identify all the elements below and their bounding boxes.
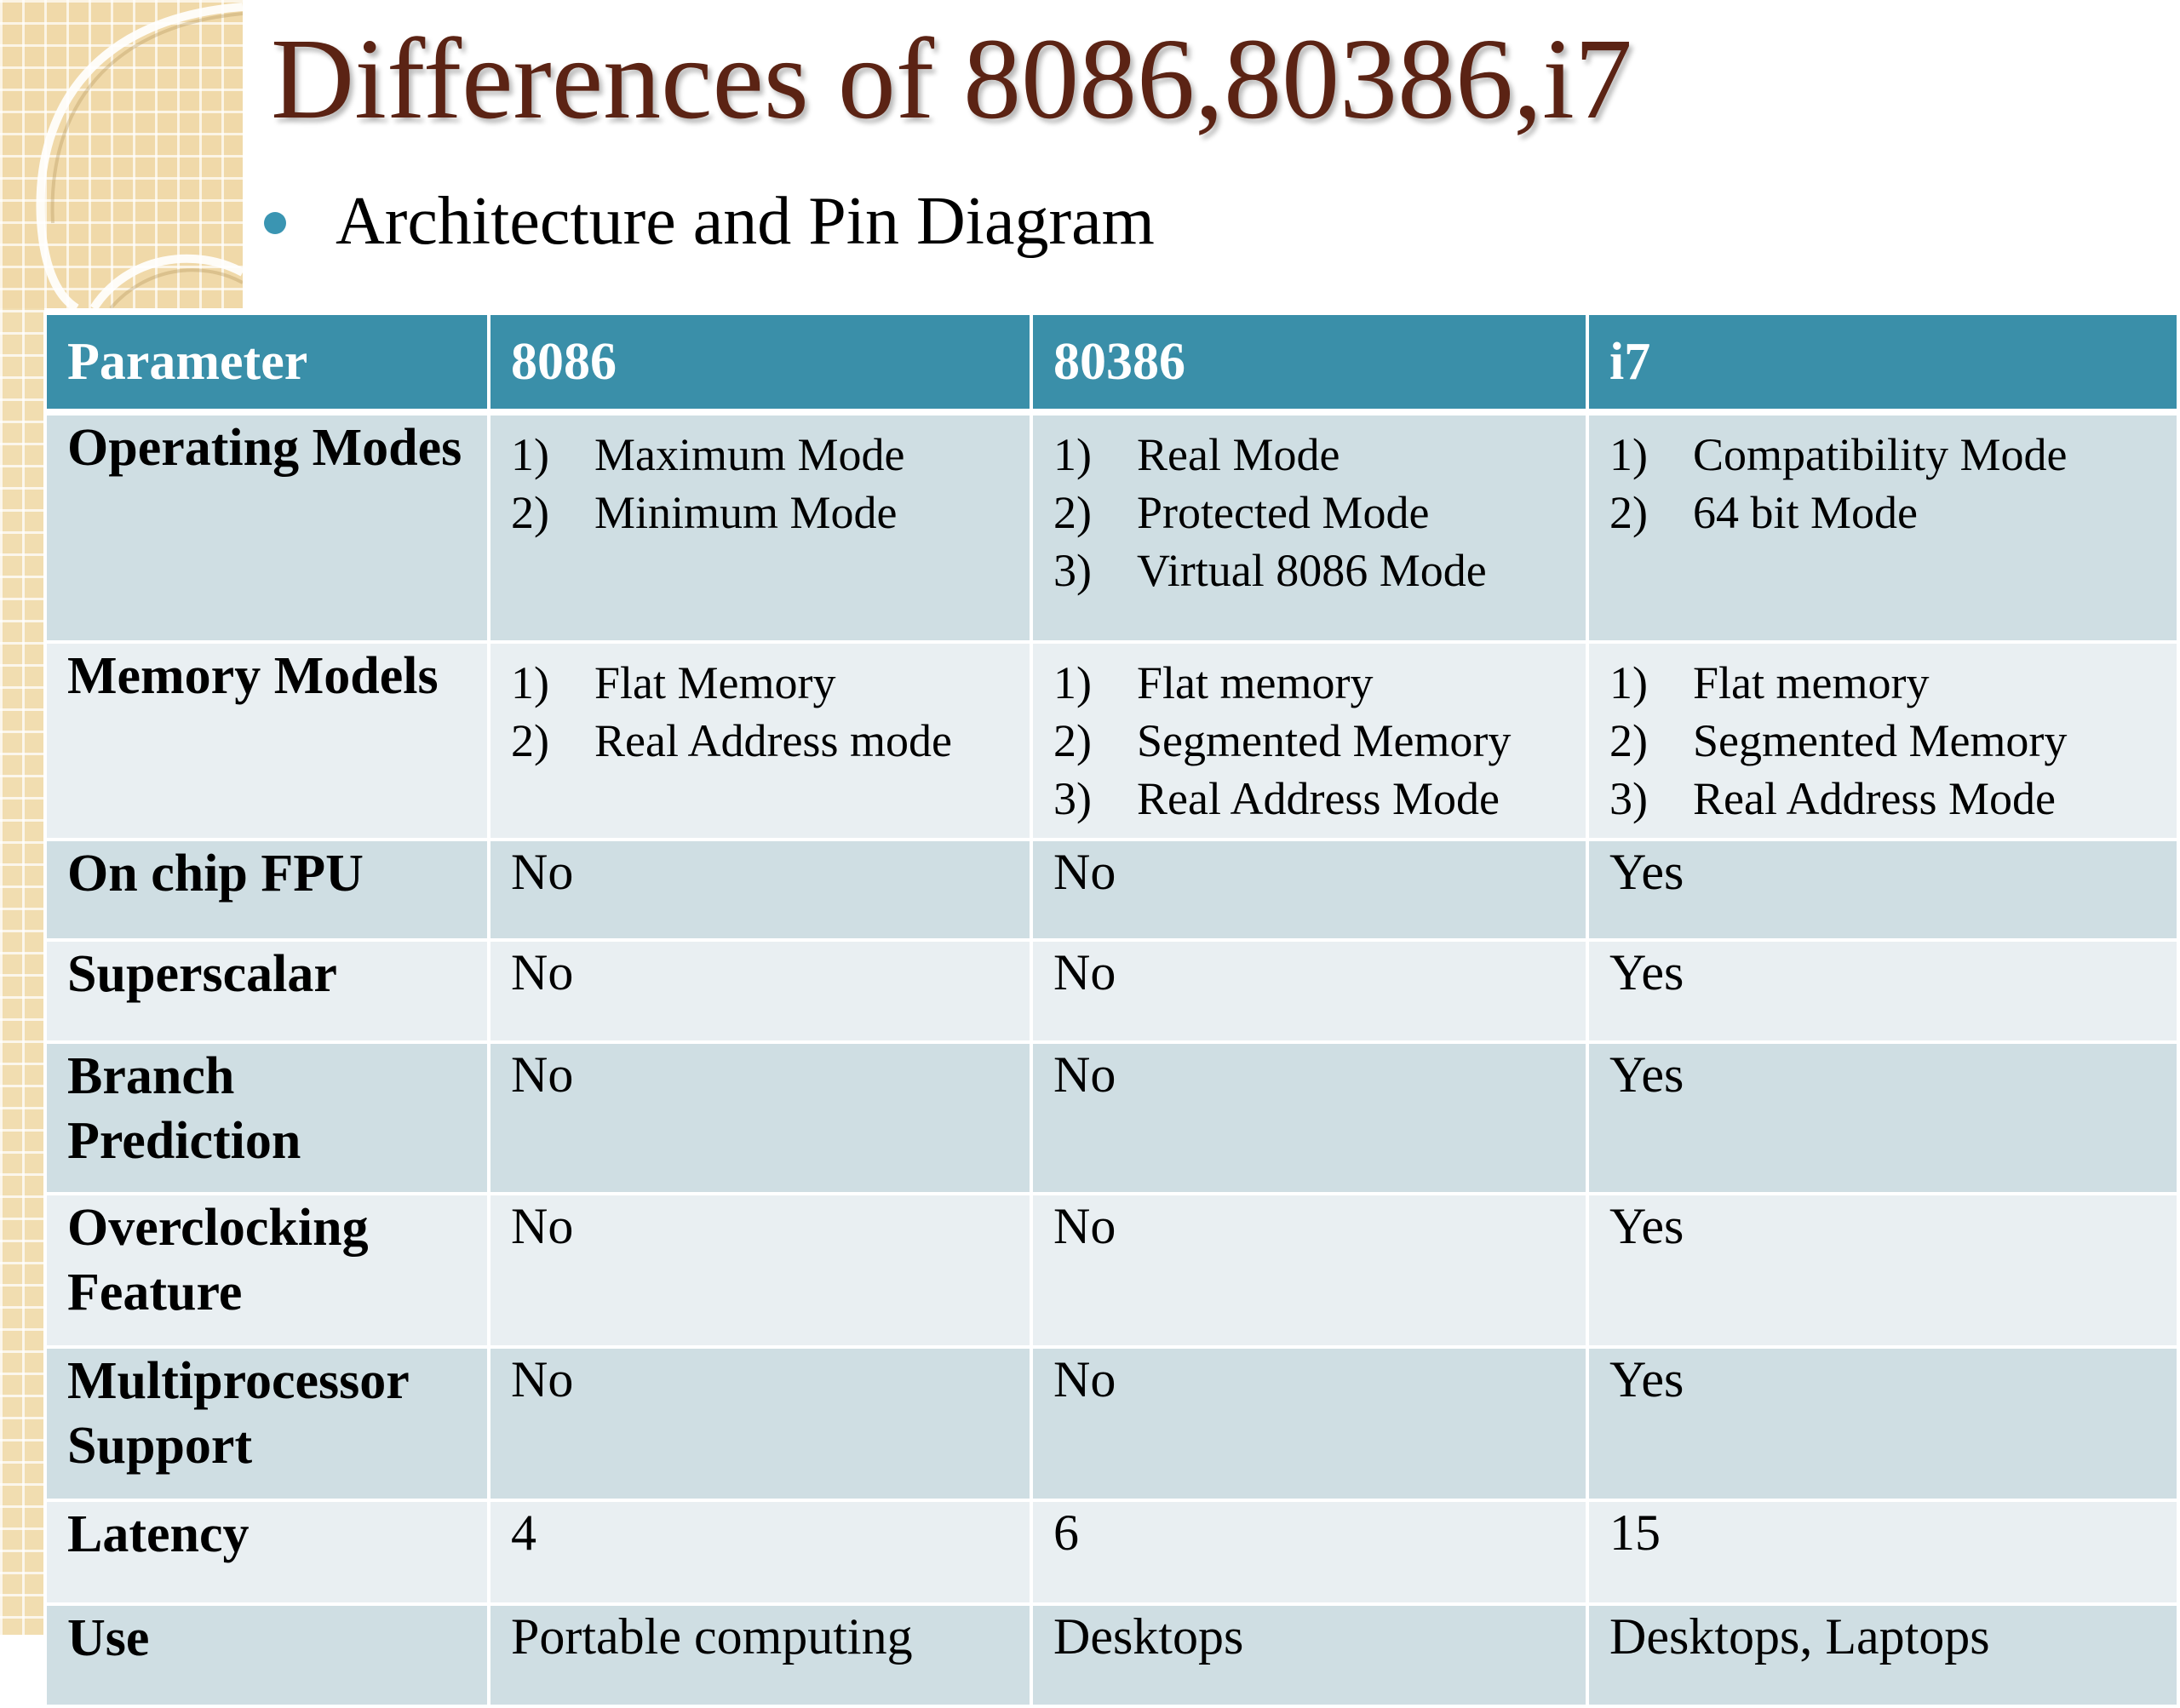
decorative-arc-graphic	[0, 0, 243, 308]
slide-title: Differences of 8086,80386,i7	[271, 15, 1632, 143]
decorative-corner-tile	[0, 0, 243, 308]
memory-list	[1053, 654, 1565, 828]
cell-8086	[489, 642, 1031, 840]
cell-80386: No	[1031, 1042, 1587, 1194]
cell-i7: Yes	[1587, 840, 2178, 940]
table-row	[45, 1604, 2178, 1706]
cell-80386: No	[1031, 940, 1587, 1042]
cell-i7: Yes	[1587, 1347, 2178, 1500]
table-row	[45, 412, 2178, 642]
cell-80386	[1031, 412, 1587, 642]
list-item: 2) Real Address mode	[511, 715, 952, 766]
row-parameter: Superscalar	[45, 940, 489, 1042]
row-parameter: Operating Modes	[45, 412, 489, 642]
table-row	[45, 840, 2178, 940]
cell-i7	[1587, 642, 2178, 840]
cell-80386	[1031, 642, 1587, 840]
bullet-icon	[264, 212, 286, 234]
cell-i7: Yes	[1587, 1194, 2178, 1347]
list-item: 2) 64 bit Mode	[1609, 487, 1918, 538]
cell-i7	[1587, 412, 2178, 642]
comparison-table	[43, 312, 2180, 1708]
list-item: 2) Protected Mode	[1053, 487, 1430, 538]
cell-i7: 15	[1587, 1500, 2178, 1604]
cell-8086: Portable computing	[489, 1604, 1031, 1706]
cell-i7: Yes	[1587, 1042, 2178, 1194]
cell-80386: Desktops	[1031, 1604, 1587, 1706]
list-item: 1) Flat memory	[1053, 657, 1374, 708]
table-row	[45, 940, 2178, 1042]
header-8086: 8086	[489, 313, 1031, 412]
cell-8086: 4	[489, 1500, 1031, 1604]
cell-80386: No	[1031, 1194, 1587, 1347]
header-parameter: Parameter	[45, 313, 489, 412]
row-parameter: Latency	[45, 1500, 489, 1604]
table-row	[45, 1500, 2178, 1604]
cell-i7: Desktops, Laptops	[1587, 1604, 2178, 1706]
memory-list	[1609, 654, 2156, 828]
cell-8086: No	[489, 840, 1031, 940]
header-80386: 80386	[1031, 313, 1587, 412]
list-item: 1) Real Mode	[1053, 429, 1340, 480]
cell-8086: No	[489, 1042, 1031, 1194]
subtitle-bullet	[264, 179, 1155, 264]
list-item: 2) Segmented Memory	[1053, 715, 1512, 766]
list-item: 1) Maximum Mode	[511, 429, 905, 480]
list-item: 2) Minimum Mode	[511, 487, 898, 538]
cell-80386: No	[1031, 1347, 1587, 1500]
table-header-row	[45, 313, 2178, 412]
mode-list	[1053, 426, 1565, 599]
list-item: 3) Real Address Mode	[1053, 773, 1500, 824]
cell-i7: Yes	[1587, 940, 2178, 1042]
mode-list	[511, 426, 1009, 542]
cell-80386: 6	[1031, 1500, 1587, 1604]
list-item: 2) Segmented Memory	[1609, 715, 2068, 766]
row-parameter: Multiprocessor Support	[45, 1347, 489, 1500]
row-parameter: Memory Models	[45, 642, 489, 840]
list-item: 3) Real Address Mode	[1609, 773, 2056, 824]
row-parameter: Branch Prediction	[45, 1042, 489, 1194]
row-parameter: On chip FPU	[45, 840, 489, 940]
subtitle-text: Architecture and Pin Diagram	[336, 184, 1155, 259]
memory-list	[511, 654, 1009, 770]
table-row	[45, 1347, 2178, 1500]
cell-8086	[489, 412, 1031, 642]
table-row	[45, 1194, 2178, 1347]
cell-8086: No	[489, 1194, 1031, 1347]
row-parameter: Use	[45, 1604, 489, 1706]
cell-8086: No	[489, 1347, 1031, 1500]
header-i7: i7	[1587, 313, 2178, 412]
cell-80386: No	[1031, 840, 1587, 940]
list-item: 1) Flat Memory	[511, 657, 836, 708]
cell-8086: No	[489, 940, 1031, 1042]
list-item: 1) Flat memory	[1609, 657, 1930, 708]
row-parameter: Overclocking Feature	[45, 1194, 489, 1347]
list-item: 3) Virtual 8086 Mode	[1053, 545, 1487, 596]
list-item: 1) Compatibility Mode	[1609, 429, 2068, 480]
table-row	[45, 642, 2178, 840]
table-row	[45, 1042, 2178, 1194]
mode-list	[1609, 426, 2156, 542]
